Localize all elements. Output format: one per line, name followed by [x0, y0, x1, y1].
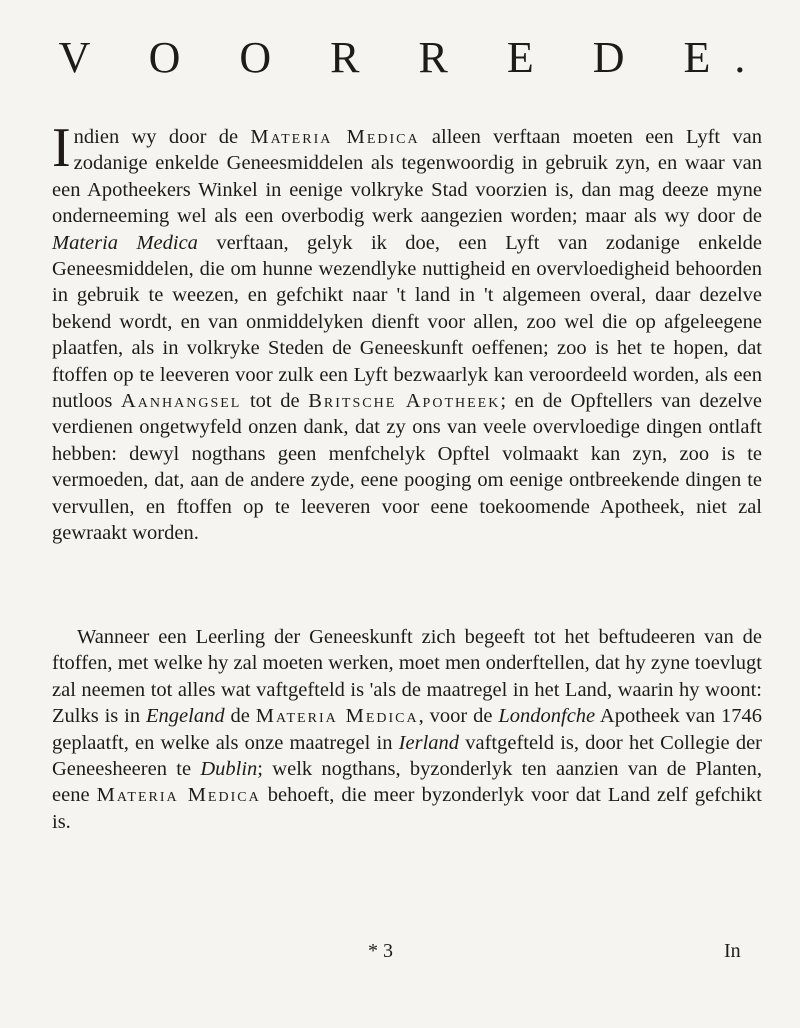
small-caps-term: Britsche Apotheek — [308, 390, 501, 413]
text-run: de — [224, 705, 256, 728]
italic-term: Materia Medica — [52, 231, 198, 254]
small-caps-term: Materia Medica — [96, 784, 261, 807]
text-run: Wanneer een Leerling der Geneeskunft zich begeeft tot het beftudeeren van de ftoffen, met welke hy zal moeten werken, moet men onderftellen, dat hy zyne toevlugt zal neemen tot alles wat vaftgefteld is 'als de maatregel in het Land, waarin hy woont: Zulks is in — [52, 626, 762, 728]
text-run: , voor de — [418, 705, 499, 728]
text-run: ; welk nogthans, byzonderlyk ten aanzien van de Planten, eene — [52, 758, 762, 807]
catchword: In — [724, 940, 741, 962]
text-run: alleen verftaan moeten een Lyft van zodanige enkelde Geneesmiddelen als tegenwoordig in gebruik zyn, en waar van een Apotheekers Winkel in eenige volkryke Stad voorzien is, dan mag deeze myne onderneeming wel als een overbodig werk aangezien worden; maar als wy door de — [52, 126, 762, 228]
small-caps-term: Materia Medica — [250, 126, 420, 148]
page-footer — [0, 940, 800, 970]
text-run: Apotheek van 1746 geplaatft, en welke als onze maatregel in — [52, 705, 762, 754]
drop-cap: I — [52, 117, 71, 179]
small-caps-term: Aanhangsel — [121, 390, 242, 413]
text-run: verftaan, gelyk ik doe, een Lyft van zodanige enkelde Geneesmiddelen, die om hunne wezendlyke nuttigheid en overvloedigheid behoorden in gebruik te weezen, en gefchikt naar 't land in 't algemeen overal, daar dezelve bekend wordt, en van onmiddelyken dienft voor allen, zoo wel die op afgeleegene plaatfen, als in volkryke Steden de Geneeskunft oeffenen; zoo is het te hopen, dat ftoffen op te leeveren voor zulk een Lyft bezwaarlyk kan veroordeeld worden, als een nutloos — [52, 231, 762, 413]
text-run: ndien wy door de — [73, 126, 251, 148]
text-run: ; en de Opftellers van dezelve verdienen ongetwyfeld onzen dank, dat zy ons van veele overvloedige dingen ontlaft hebben: dewyl nogthans geen menfchelyk Opftel volmaakt kan zyn, zoo is te vermoeden, dat, aan de andere zyde, eene pooging om eenige ontbreekende dingen te vervullen, en ftoffen op te leeveren voor eene toekoomende Apotheek, niet zal gewraakt worden. — [52, 390, 762, 545]
paragraph-2 — [52, 624, 762, 835]
italic-term: Ierland — [398, 731, 460, 754]
text-run: behoeft, die meer byzonderlyk voor dat Land zelf gefchikt is. — [52, 784, 762, 833]
italic-term: Dublin — [200, 758, 258, 781]
page-title: V O O R R E D E. — [58, 33, 770, 82]
paragraph-1 — [52, 117, 762, 547]
text-run: vaftgefteld is, door het Collegie der Geneesheeren te — [52, 731, 762, 781]
text-run: tot de — [241, 390, 309, 413]
italic-term: Londonfche — [498, 705, 596, 728]
small-caps-term: Materia Medica — [255, 705, 419, 728]
italic-term: Engeland — [146, 705, 225, 728]
signature-mark: * 3 — [368, 940, 393, 962]
